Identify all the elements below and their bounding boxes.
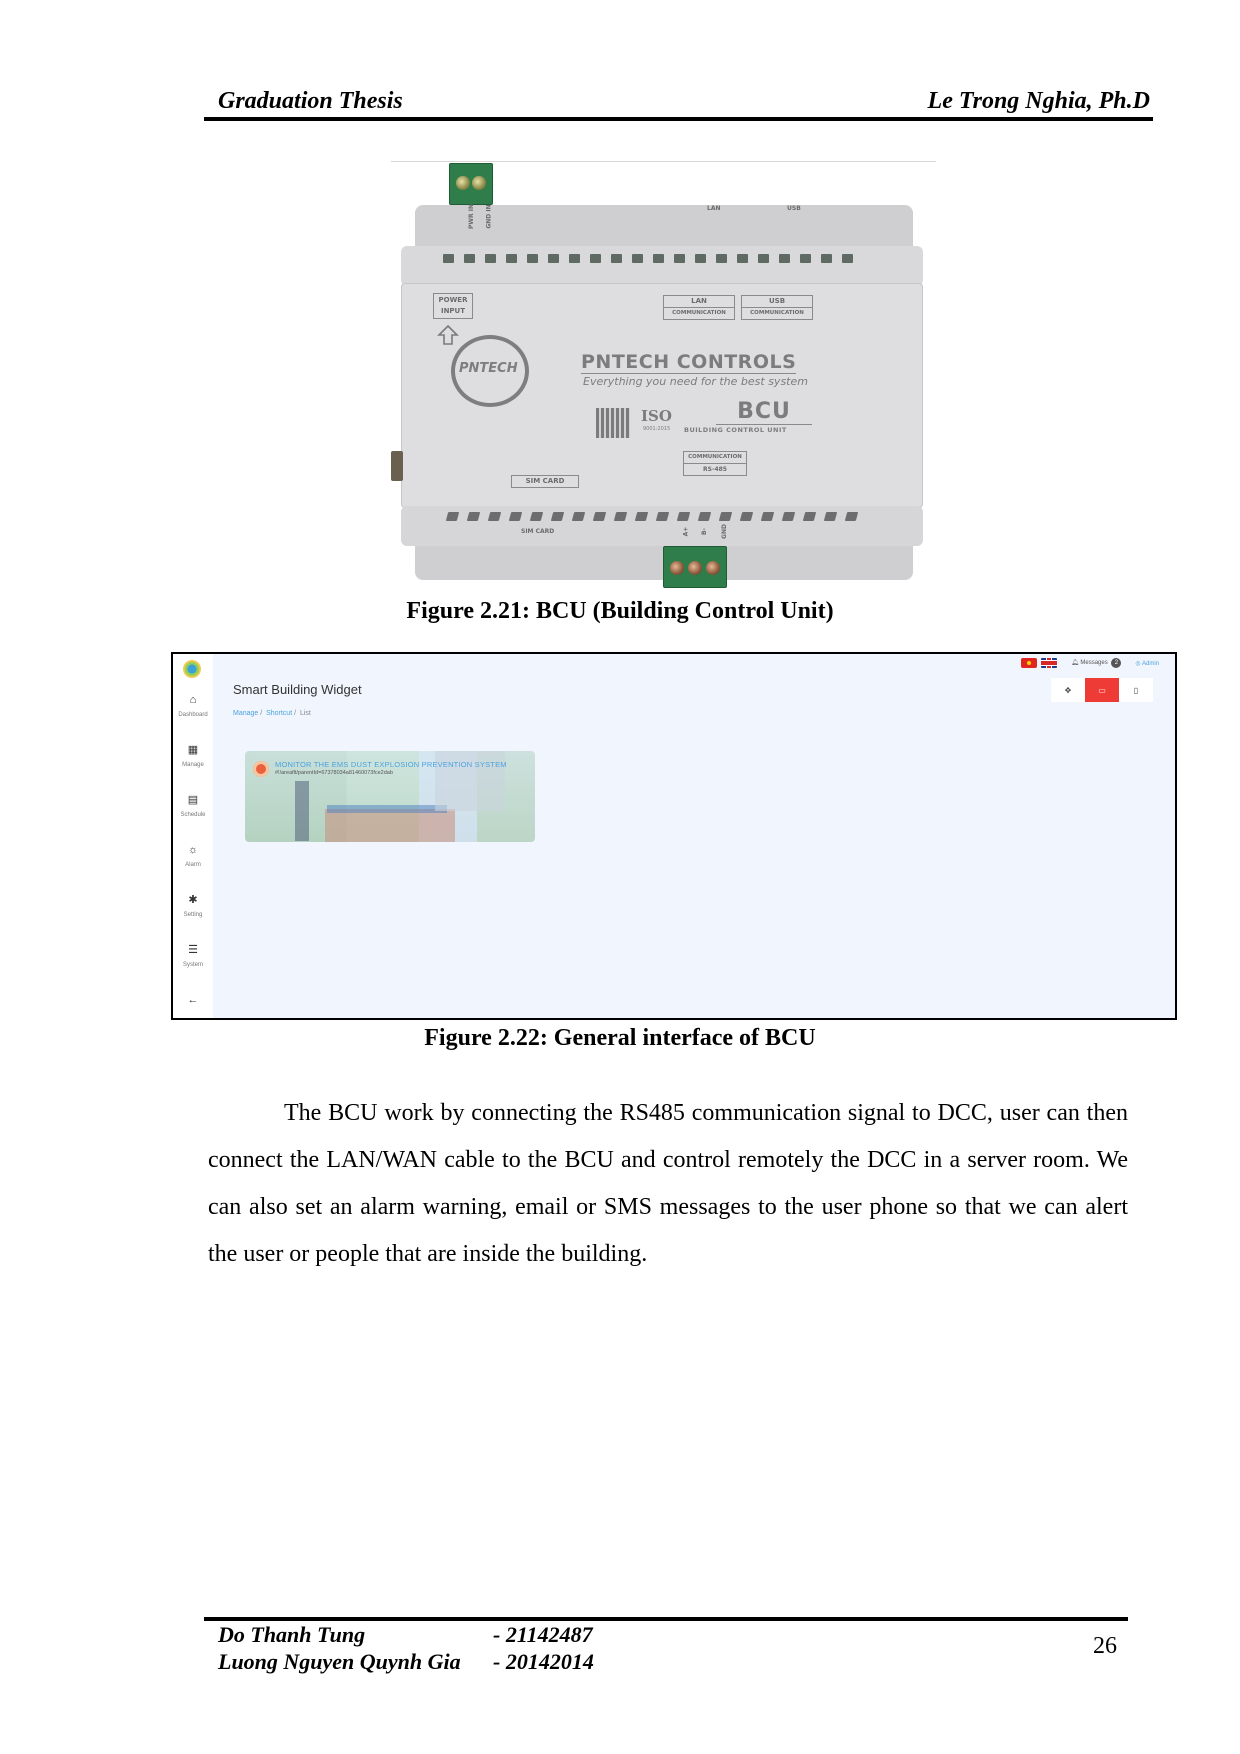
body-paragraph xyxy=(208,1090,1128,1278)
alarm-icon: ☼ xyxy=(187,844,199,856)
calendar-icon: ▤ xyxy=(187,794,199,806)
device-top-rail xyxy=(401,246,923,286)
rs485-communication-box: COMMUNICATION RS-485 xyxy=(683,451,747,476)
building-icon: ▦ xyxy=(187,744,199,756)
device-front-panel xyxy=(401,283,923,508)
breadcrumb-shortcut[interactable]: Shortcut xyxy=(266,710,293,717)
sidebar-item-dashboard[interactable] xyxy=(173,694,213,718)
desktop-view-button[interactable] xyxy=(1085,678,1119,702)
bcu-interface-screenshot xyxy=(171,652,1177,1020)
header-rule xyxy=(204,117,1153,121)
model-subtitle: BUILDING CONTROL UNIT xyxy=(684,426,787,434)
rs485-terminal-block xyxy=(663,546,727,588)
a-plus-label: A+ xyxy=(682,526,690,537)
server-icon: ☰ xyxy=(188,944,198,956)
ui-sidebar xyxy=(173,654,213,1018)
breadcrumb-manage[interactable]: Manage xyxy=(233,710,259,717)
running-header-left: Graduation Thesis xyxy=(218,88,403,114)
breadcrumb-list: List xyxy=(299,710,311,717)
bottom-vents xyxy=(447,512,857,521)
messages-button[interactable] xyxy=(1071,658,1121,668)
user-menu[interactable] xyxy=(1135,660,1159,667)
app-logo xyxy=(183,660,201,678)
top-bar xyxy=(1021,658,1159,668)
body-paragraph-text: The BCU work by connecting the RS485 communication signal to DCC, user can then connect the LAN/WAN cable to the BCU and control remotely the DCC in a server room. We can also set an alarm warning, email or SMS messages to the user phone so that we can alert the user or people that are inside the building. xyxy=(208,1100,1128,1267)
sidebar-collapse-button[interactable] xyxy=(173,994,213,1006)
arrow-up-icon xyxy=(437,325,459,345)
user-label: Admin xyxy=(1141,660,1159,667)
footer-author-2-id: - 20142014 xyxy=(493,1649,594,1674)
sidebar-item-schedule[interactable] xyxy=(173,794,213,818)
widget-bg-building xyxy=(325,809,455,842)
b-minus-label: B- xyxy=(701,527,709,536)
power-terminal-block xyxy=(449,163,493,205)
vietnam-flag-icon[interactable] xyxy=(1021,658,1037,668)
running-header-right: Le Trong Nghia, Ph.D xyxy=(927,88,1150,114)
bell-icon: 🔔︎ xyxy=(1071,660,1079,666)
widget-logo-icon xyxy=(253,761,269,777)
brand-tagline: Everything you need for the best system xyxy=(583,375,808,388)
desktop-icon: ▭ xyxy=(1098,685,1106,695)
sidebar-item-label: Dashboard xyxy=(178,712,208,718)
mobile-icon: ▯ xyxy=(1133,685,1139,695)
footer-rule xyxy=(204,1617,1128,1621)
sidebar-item-setting[interactable] xyxy=(173,894,213,918)
qr-code xyxy=(596,408,630,438)
mobile-view-button[interactable] xyxy=(1119,678,1153,702)
top-vents xyxy=(443,254,853,263)
brand-name: PNTECH CONTROLS xyxy=(581,351,797,373)
model-name: BCU xyxy=(716,399,812,425)
uk-flag-icon[interactable] xyxy=(1041,658,1057,668)
device-bottom-rail xyxy=(401,506,923,546)
collapse-arrow-icon: ← xyxy=(187,994,199,1006)
usb-port-label: USB xyxy=(787,205,801,212)
view-mode-toggle xyxy=(1051,678,1153,702)
page-title: Smart Building Widget xyxy=(233,682,362,697)
breadcrumb: Manage / Shortcut / List xyxy=(233,710,311,717)
messages-count-badge: 2 xyxy=(1111,658,1121,668)
photo-border-line xyxy=(391,161,936,162)
lan-port-label: LAN xyxy=(707,205,721,212)
sidebar-item-manage[interactable] xyxy=(173,744,213,768)
lan-communication-box: LAN COMMUNICATION xyxy=(663,295,735,320)
gear-icon: ✱ xyxy=(188,894,198,906)
widget-subtitle: #!/areaflt/parentId=67378034a81460073fce2dab xyxy=(275,770,393,776)
footer-author-2-name: Luong Nguyen Quynh Gia xyxy=(218,1649,461,1674)
sidebar-item-label: Schedule xyxy=(180,812,206,818)
widget-bg-sign xyxy=(295,781,309,841)
messages-label: Messages xyxy=(1080,660,1108,666)
gnd-label: GND xyxy=(720,524,728,539)
sidebar-item-system[interactable] xyxy=(173,944,213,968)
move-icon: ✥ xyxy=(1064,685,1072,695)
pwr-in-label: PWR IN xyxy=(467,204,475,229)
figure-2-21-caption: Figure 2.21: BCU (Building Control Unit) xyxy=(406,598,834,624)
home-icon: ⌂ xyxy=(189,694,197,706)
gnd-in-label: GND IN xyxy=(485,204,493,229)
iso-mark: ISO xyxy=(641,407,672,425)
sim-card-box: SIM CARD xyxy=(511,475,579,488)
usb-communication-box: USB COMMUNICATION xyxy=(741,295,813,320)
page-number: 26 xyxy=(1093,1633,1117,1659)
sidebar-item-label: Alarm xyxy=(185,862,201,868)
widget-bg-banner xyxy=(327,805,447,813)
user-icon: ◎ xyxy=(1135,660,1141,667)
power-input-label-box: POWER INPUT xyxy=(433,293,473,319)
side-connector xyxy=(391,451,403,481)
bcu-device-photo xyxy=(391,161,936,591)
sim-card-slot-label: SIM CARD xyxy=(521,528,555,535)
sidebar-item-label: System xyxy=(182,962,203,968)
move-view-button[interactable] xyxy=(1051,678,1085,702)
pntech-logo: PNTECH xyxy=(451,335,529,407)
figure-2-22-caption: Figure 2.22: General interface of BCU xyxy=(424,1025,816,1051)
sidebar-item-label: Setting xyxy=(183,912,203,918)
iso-standard: 9001:2015 xyxy=(643,426,671,432)
sidebar-item-label: Manage xyxy=(182,762,204,768)
sidebar-item-alarm[interactable] xyxy=(173,844,213,868)
widget-card[interactable] xyxy=(245,751,535,842)
widget-title: MONITOR THE EMS DUST EXPLOSION PREVENTION SYSTEM xyxy=(275,760,507,769)
footer-author-1-id: - 21142487 xyxy=(493,1622,593,1647)
footer-author-1-name: Do Thanh Tung xyxy=(218,1622,366,1647)
